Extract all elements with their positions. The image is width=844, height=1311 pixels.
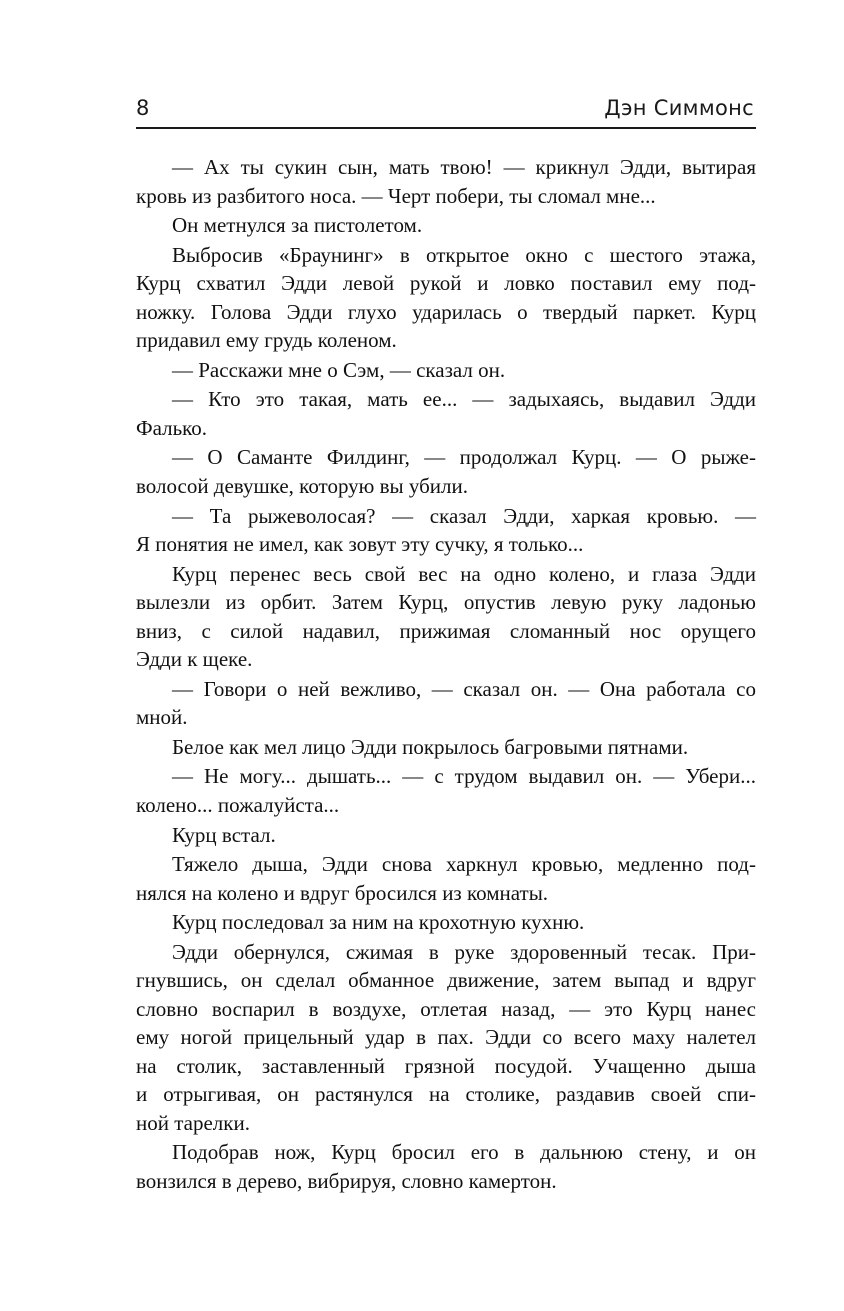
- text-line: — Расскажи мне о Сэм, — сказал он.: [172, 357, 506, 382]
- text-line: Эдди обернулся, сжимая в руке здоровенный тесак. При-: [172, 939, 756, 964]
- text-line: Я понятия не имел, как зовут эту сучку, я только...: [136, 532, 584, 557]
- text-line: — Ах ты сукин сын, мать твою! — крикнул Эдди, вытирая: [172, 155, 756, 179]
- paragraph: [136, 1138, 756, 1195]
- text-line: вонзился в дерево, вибрируя, словно камертон.: [136, 1168, 557, 1193]
- paragraph: [136, 908, 756, 937]
- running-head-author: Дэн Симмонс: [604, 96, 754, 120]
- running-head: [136, 96, 756, 130]
- paragraph: [136, 153, 756, 210]
- text-line: — Та рыжеволосая? — сказал Эдди, харкая кровью. —: [172, 503, 756, 528]
- text-line: — Кто это такая, мать ее... — задыхаясь, выдавил Эдди: [172, 387, 756, 412]
- text-line: Фалько.: [136, 415, 208, 440]
- text-line: Курц схватил Эдди левой рукой и ловко поставил ему под-: [136, 271, 756, 296]
- text-line: вниз, с силой надавил, прижимая сломанный нос орущего: [136, 618, 756, 643]
- paragraph: [136, 850, 756, 907]
- text-line: Эдди к щеке.: [136, 647, 253, 672]
- paragraph: [136, 502, 756, 559]
- paragraph: [136, 762, 756, 819]
- text-line: Тяжело дыша, Эдди снова харкнул кровью, медленно под-: [172, 852, 756, 877]
- text-line: словно воспарил в воздухе, отлетая назад, — это Курц нанес: [136, 996, 756, 1021]
- text-line: Курц встал.: [172, 822, 276, 847]
- paragraph: [136, 560, 756, 674]
- paragraph: [136, 356, 756, 385]
- text-line: гнувшись, он сделал обманное движение, затем выпад и вдруг: [136, 968, 756, 993]
- paragraph: [136, 211, 756, 240]
- page-number: 8: [136, 96, 150, 120]
- text-line: волосой девушке, которую вы убили.: [136, 473, 468, 498]
- text-line: и отрыгивая, он растянулся на столике, раздавив своей спи-: [136, 1082, 756, 1107]
- text-line: Он метнулся за пистолетом.: [172, 213, 423, 238]
- text-line: нялся на колено и вдруг бросился из комнаты.: [136, 880, 549, 905]
- paragraph: [136, 821, 756, 850]
- text-line: мной.: [136, 705, 188, 730]
- paragraph: [136, 241, 756, 355]
- text-line: Подобрав нож, Курц бросил его в дальнюю стену, и он: [172, 1140, 756, 1165]
- text-line: Курц последовал за ним на крохотную кухню.: [172, 910, 585, 935]
- text-line: вылезли из орбит. Затем Курц, опустив левую руку ладонью: [136, 590, 756, 615]
- paragraph: [136, 675, 756, 732]
- text-line: кровь из разбитого носа. — Черт побери, ты сломал мне...: [136, 183, 656, 208]
- body-text: [136, 153, 756, 1197]
- text-line: — Не могу... дышать... — с трудом выдавил он. — Убери...: [172, 764, 756, 789]
- paragraph: [136, 385, 756, 442]
- text-line: Выбросив «Браунинг» в открытое окно с шестого этажа,: [172, 242, 756, 267]
- paragraph: [136, 938, 756, 1138]
- text-line: — Говори о ней вежливо, — сказал он. — Она работала со: [172, 676, 756, 701]
- text-line: Курц перенес весь свой вес на одно колено, и глаза Эдди: [172, 561, 756, 586]
- text-line: ножку. Голова Эдди глухо ударилась о твердый паркет. Курц: [136, 299, 756, 324]
- header-rule: [136, 127, 756, 129]
- text-line: колено... пожалуйста...: [136, 792, 340, 817]
- text-line: на столик, заставленный грязной посудой. Учащенно дыша: [136, 1053, 756, 1078]
- text-line: Белое как мел лицо Эдди покрылось багровыми пятнами.: [172, 734, 689, 759]
- text-line: — О Саманте Филдинг, — продолжал Курц. — О рыже-: [172, 445, 756, 470]
- paragraph: [136, 443, 756, 500]
- text-line: ему ногой прицельный удар в пах. Эдди со всего маху налетел: [136, 1025, 756, 1050]
- text-line: придавил ему грудь коленом.: [136, 328, 397, 353]
- paragraph: [136, 733, 756, 762]
- text-line: ной тарелки.: [136, 1110, 250, 1135]
